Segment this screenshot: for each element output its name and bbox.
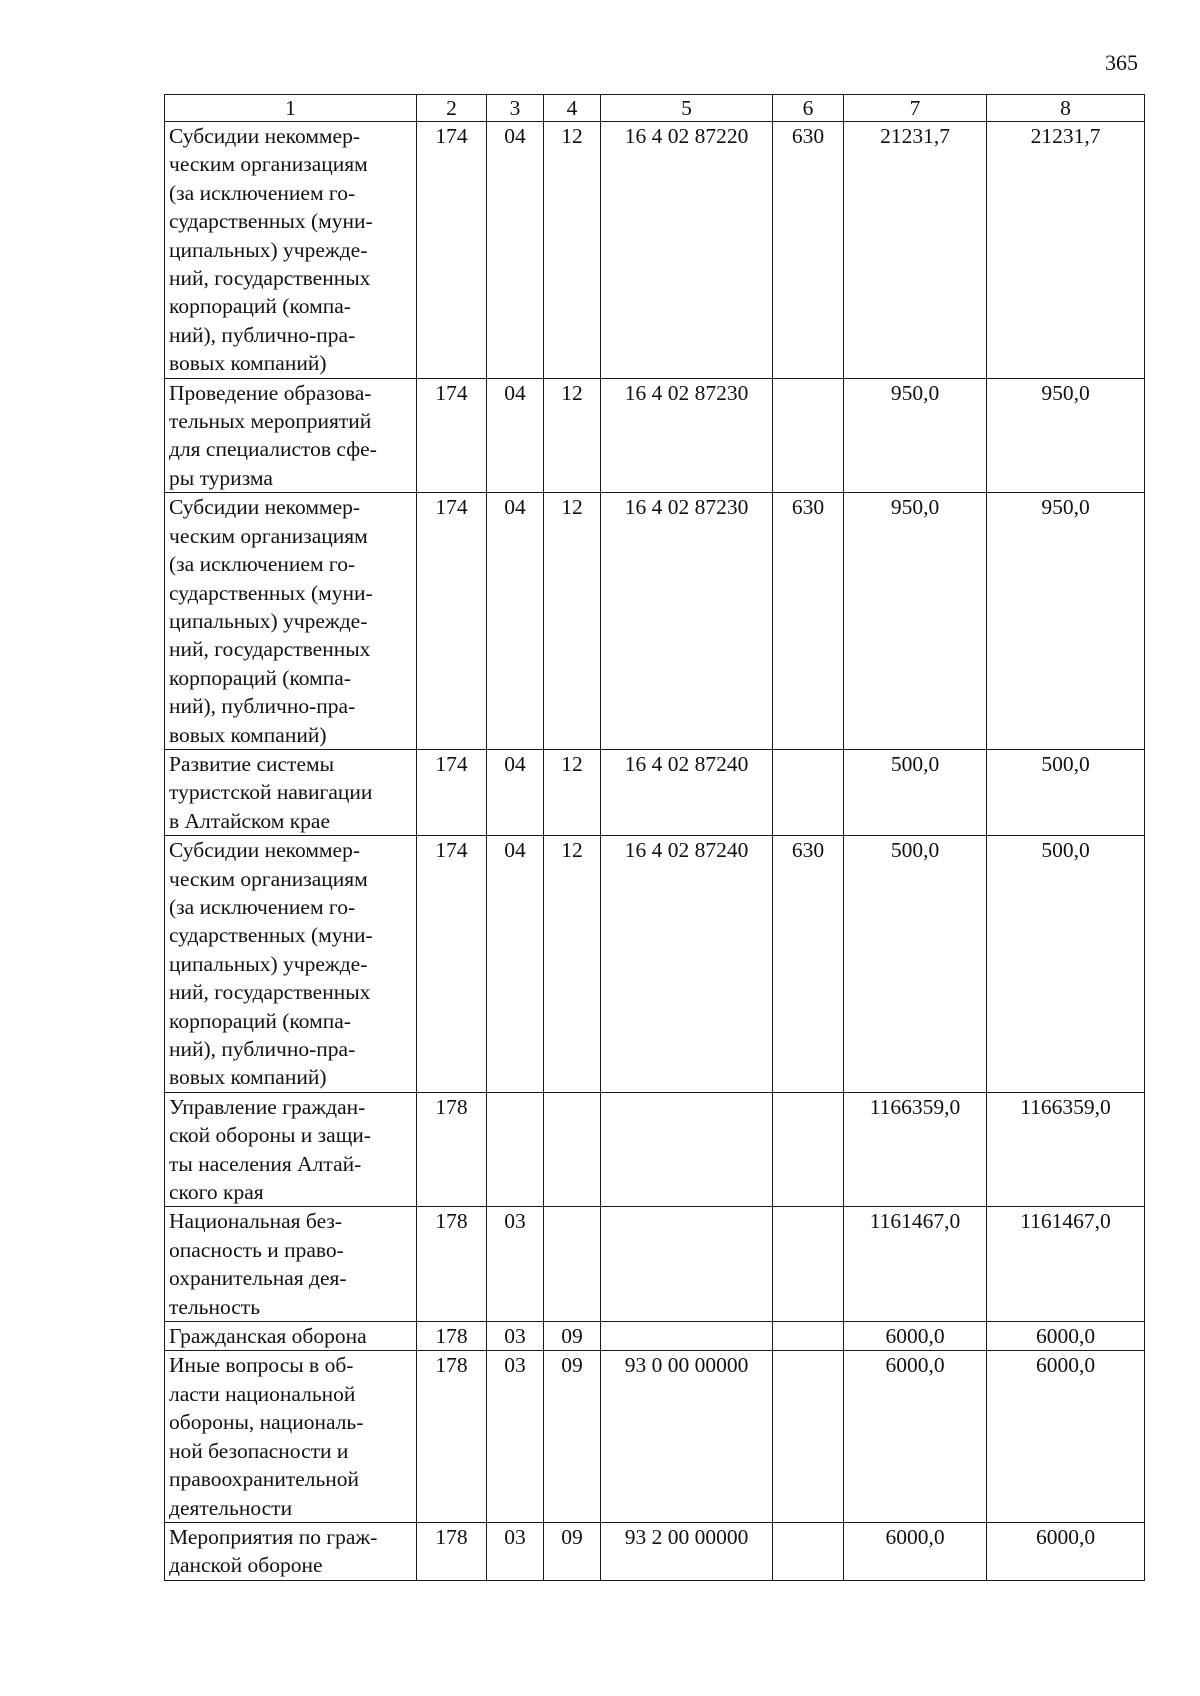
- amount-col-7: 6000,0: [844, 1351, 987, 1522]
- amount-col-8: 1166359,0: [987, 1092, 1145, 1207]
- section-code: 04: [487, 122, 544, 379]
- amount-col-7: 950,0: [844, 378, 987, 493]
- ministry-code: 174: [417, 378, 487, 493]
- row-name: Мероприятия по граж- данской обороне: [165, 1522, 417, 1580]
- target-article-code: 93 2 00 00000: [601, 1522, 773, 1580]
- target-article-code: 16 4 02 87230: [601, 378, 773, 493]
- amount-col-7: 21231,7: [844, 122, 987, 379]
- table-row: [165, 1522, 1145, 1580]
- section-code: 03: [487, 1351, 544, 1522]
- amount-col-8: 500,0: [987, 749, 1145, 835]
- row-name: Национальная без- опасность и право- охранительная дея- тельность: [165, 1207, 417, 1322]
- subsection-code: 12: [544, 493, 601, 750]
- column-header: 2: [417, 95, 487, 122]
- ministry-code: 178: [417, 1522, 487, 1580]
- column-header: 7: [844, 95, 987, 122]
- amount-col-7: 6000,0: [844, 1322, 987, 1351]
- expense-type-code: 630: [773, 836, 844, 1093]
- section-code: 04: [487, 836, 544, 1093]
- amount-col-7: 1166359,0: [844, 1092, 987, 1207]
- target-article-code: 16 4 02 87240: [601, 836, 773, 1093]
- target-article-code: 16 4 02 87240: [601, 749, 773, 835]
- amount-col-8: 500,0: [987, 836, 1145, 1093]
- target-article-code: 93 0 00 00000: [601, 1351, 773, 1522]
- section-code: [487, 1092, 544, 1207]
- expense-type-code: [773, 1322, 844, 1351]
- expense-type-code: [773, 378, 844, 493]
- column-header: 8: [987, 95, 1145, 122]
- amount-col-7: 500,0: [844, 836, 987, 1093]
- table-row: [165, 493, 1145, 750]
- table-row: [165, 1207, 1145, 1322]
- expense-type-code: [773, 749, 844, 835]
- subsection-code: 09: [544, 1522, 601, 1580]
- table-row: [165, 378, 1145, 493]
- row-name: Субсидии некоммер- ческим организациям (за исключением го- сударственных (муни- ципальных) учрежде- ний, государственных корпораций (компа- ний), публично-пра- вовых компаний): [165, 122, 417, 379]
- expense-type-code: 630: [773, 493, 844, 750]
- column-header: 6: [773, 95, 844, 122]
- expense-type-code: 630: [773, 122, 844, 379]
- table-row: [165, 749, 1145, 835]
- ministry-code: 174: [417, 749, 487, 835]
- section-code: 03: [487, 1322, 544, 1351]
- table-row: [165, 122, 1145, 379]
- page-number: 365: [1105, 50, 1138, 75]
- amount-col-7: 950,0: [844, 493, 987, 750]
- subsection-code: 09: [544, 1351, 601, 1522]
- table-row: [165, 1092, 1145, 1207]
- ministry-code: 178: [417, 1322, 487, 1351]
- row-name: Управление граждан- ской обороны и защи- ты населения Алтай- ского края: [165, 1092, 417, 1207]
- budget-table: [164, 94, 1145, 1581]
- target-article-code: [601, 1322, 773, 1351]
- row-name: Гражданская оборона: [165, 1322, 417, 1351]
- column-header: 1: [165, 95, 417, 122]
- column-header: 4: [544, 95, 601, 122]
- table-row: [165, 836, 1145, 1093]
- amount-col-7: 6000,0: [844, 1522, 987, 1580]
- target-article-code: 16 4 02 87230: [601, 493, 773, 750]
- column-header: 3: [487, 95, 544, 122]
- ministry-code: 178: [417, 1207, 487, 1322]
- amount-col-8: 6000,0: [987, 1522, 1145, 1580]
- subsection-code: 12: [544, 836, 601, 1093]
- expense-type-code: [773, 1522, 844, 1580]
- amount-col-7: 1161467,0: [844, 1207, 987, 1322]
- section-code: 04: [487, 749, 544, 835]
- row-name: Иные вопросы в об- ласти национальной обороны, националь- ной безопасности и правоохранительной деятельности: [165, 1351, 417, 1522]
- amount-col-8: 950,0: [987, 493, 1145, 750]
- expense-type-code: [773, 1207, 844, 1322]
- ministry-code: 174: [417, 122, 487, 379]
- row-name: Субсидии некоммер- ческим организациям (за исключением го- сударственных (муни- ципальных) учрежде- ний, государственных корпораций (компа- ний), публично-пра- вовых компаний): [165, 493, 417, 750]
- subsection-code: [544, 1092, 601, 1207]
- target-article-code: [601, 1207, 773, 1322]
- table-row: [165, 1351, 1145, 1522]
- amount-col-8: 1161467,0: [987, 1207, 1145, 1322]
- target-article-code: [601, 1092, 773, 1207]
- subsection-code: 12: [544, 749, 601, 835]
- ministry-code: 174: [417, 836, 487, 1093]
- table-row: [165, 1322, 1145, 1351]
- target-article-code: 16 4 02 87220: [601, 122, 773, 379]
- ministry-code: 178: [417, 1092, 487, 1207]
- row-name: Развитие системы туристской навигации в Алтайском крае: [165, 749, 417, 835]
- amount-col-8: 6000,0: [987, 1351, 1145, 1522]
- subsection-code: [544, 1207, 601, 1322]
- row-name: Проведение образова- тельных мероприятий для специалистов сфе- ры туризма: [165, 378, 417, 493]
- ministry-code: 178: [417, 1351, 487, 1522]
- amount-col-7: 500,0: [844, 749, 987, 835]
- expense-type-code: [773, 1092, 844, 1207]
- expense-type-code: [773, 1351, 844, 1522]
- column-header: 5: [601, 95, 773, 122]
- amount-col-8: 6000,0: [987, 1322, 1145, 1351]
- subsection-code: 12: [544, 122, 601, 379]
- section-code: 04: [487, 378, 544, 493]
- subsection-code: 09: [544, 1322, 601, 1351]
- amount-col-8: 950,0: [987, 378, 1145, 493]
- section-code: 03: [487, 1522, 544, 1580]
- table-header-row: [165, 95, 1145, 122]
- amount-col-8: 21231,7: [987, 122, 1145, 379]
- row-name: Субсидии некоммер- ческим организациям (за исключением го- сударственных (муни- ципальных) учрежде- ний, государственных корпораций (компа- ний), публично-пра- вовых компаний): [165, 836, 417, 1093]
- subsection-code: 12: [544, 378, 601, 493]
- section-code: 03: [487, 1207, 544, 1322]
- section-code: 04: [487, 493, 544, 750]
- ministry-code: 174: [417, 493, 487, 750]
